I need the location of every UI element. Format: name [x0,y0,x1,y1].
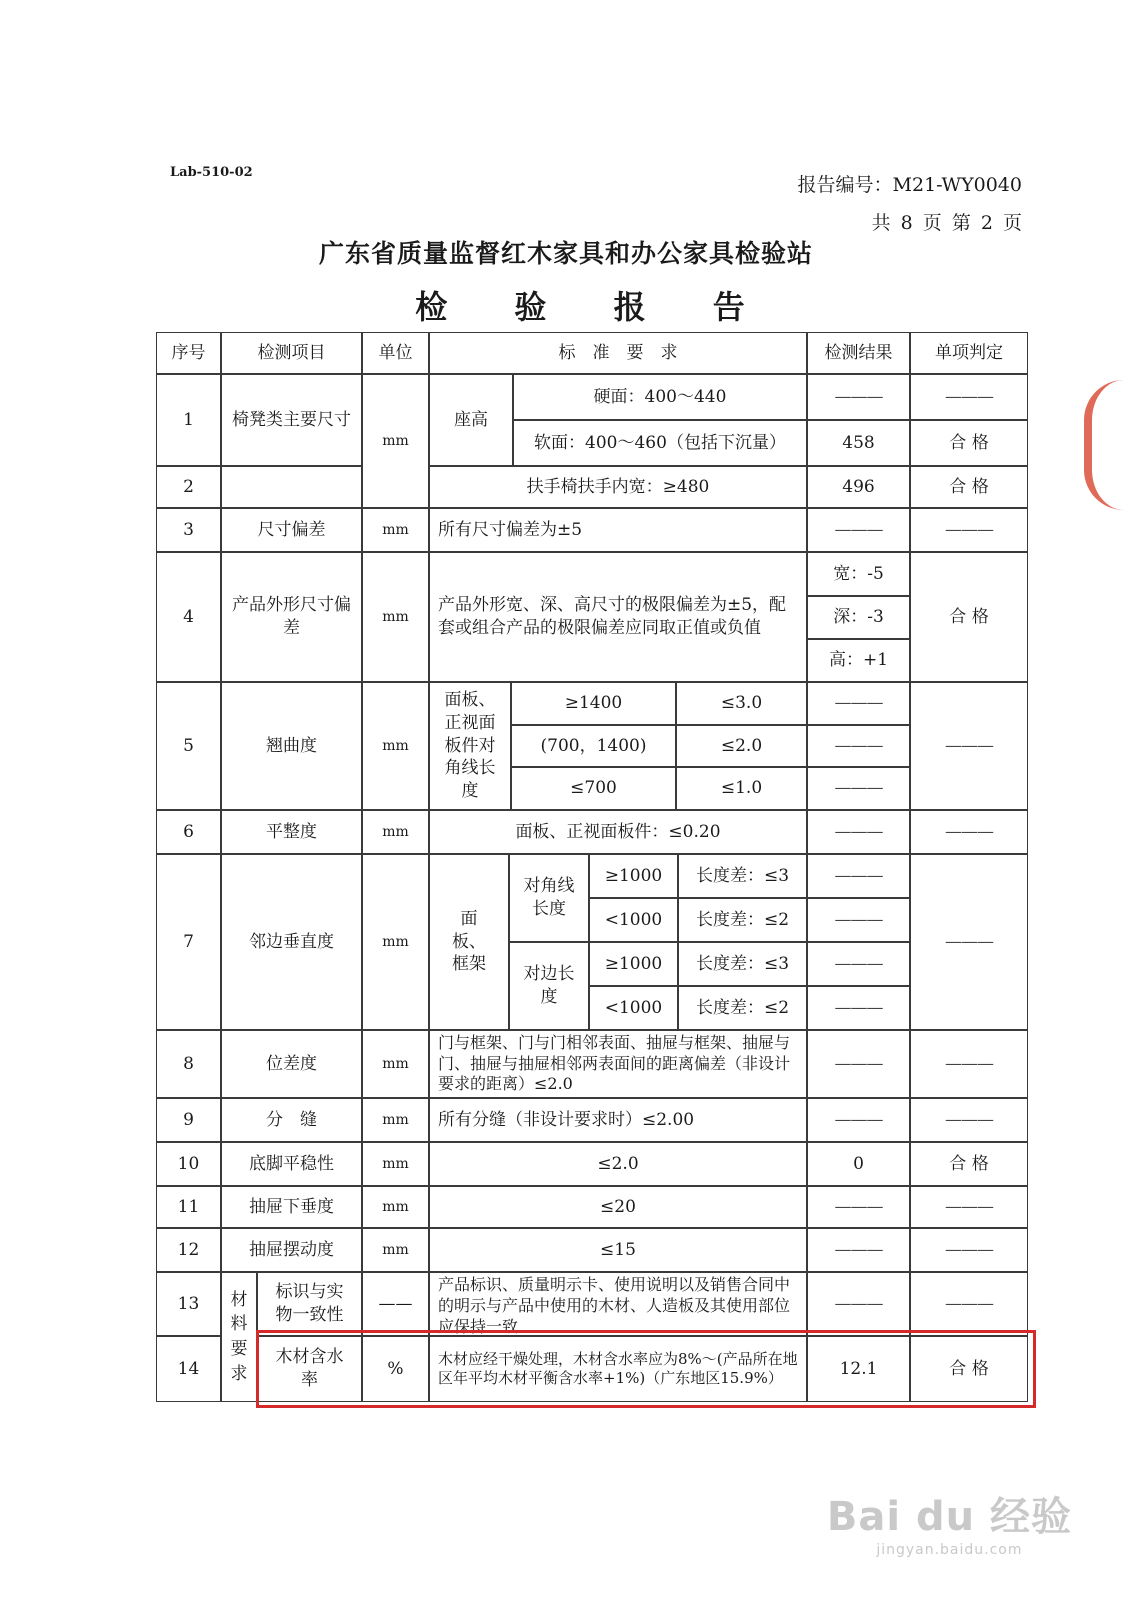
result-9: ——— [807,1098,910,1142]
header-seq: 序号 [156,332,221,374]
seat-height: 座高 [429,374,513,466]
result-8: ——— [807,1030,910,1098]
standard-12: ≤15 [429,1228,807,1272]
watermark-logo: Bai du 经验 jingyan.baidu.com [826,1494,1072,1558]
seq-11: 11 [156,1186,221,1228]
hard-seat: 硬面：400～440 [513,374,807,420]
result-7d: ——— [807,986,910,1030]
range-7d: <1000 [589,986,678,1030]
judgment-5: ——— [910,682,1028,810]
item-3: 尺寸偏差 [221,508,362,552]
seq-6: 6 [156,810,221,854]
unit-8: mm [362,1030,429,1098]
judgment-6: ——— [910,810,1028,854]
header-unit: 单位 [362,332,429,374]
range-5a: ≥1400 [511,682,676,725]
stamp-seal [1084,380,1132,510]
unit-7: mm [362,854,429,1030]
sub-7: 面板、框架 [429,854,509,1030]
result-5a: ——— [807,682,910,725]
limit-5c: ≤1.0 [676,767,807,810]
item-12: 抽屉摆动度 [221,1228,362,1272]
item-11: 抽屉下垂度 [221,1186,362,1228]
judgment-3: ——— [910,508,1028,552]
result-7b: ——— [807,898,910,942]
item-2 [221,466,362,508]
standard-6: 面板、正视面板件：≤0.20 [429,810,807,854]
item-7: 邻边垂直度 [221,854,362,1030]
organization-title: 广东省质量监督红木家具和办公家具检验站 [318,239,813,268]
side-label: 对边长度 [509,942,589,1030]
result-11: ——— [807,1186,910,1228]
header-judgment: 单项判定 [910,332,1028,374]
item-14: 木材含水率 [257,1336,362,1402]
header-result: 检测结果 [807,332,910,374]
header-item: 检测项目 [221,332,362,374]
diag-label: 对角线长度 [509,854,589,942]
limit-7d: 长度差：≤2 [678,986,807,1030]
result-12: ——— [807,1228,910,1272]
standard-3: 所有尺寸偏差为±5 [429,508,807,552]
range-7b: <1000 [589,898,678,942]
result-1: 458 [807,420,910,466]
result-14: 12.1 [807,1336,910,1402]
range-7c: ≥1000 [589,942,678,986]
judgment-2: 合 格 [910,466,1028,508]
unit-6: mm [362,810,429,854]
judgment-1: 合 格 [910,420,1028,466]
item-4: 产品外形尺寸偏差 [221,552,362,682]
result-4-depth: 深：-3 [807,596,910,639]
standard-13: 产品标识、质量明示卡、使用说明以及销售合同中的明示与产品中使用的木材、人造板及其使用部位应保持一致 [429,1272,807,1336]
judgment-12: ——— [910,1228,1028,1272]
unit-3: mm [362,508,429,552]
seq-3: 3 [156,508,221,552]
item-8: 位差度 [221,1030,362,1098]
unit-9: mm [362,1098,429,1142]
result-5b: ——— [807,725,910,767]
seq-4: 4 [156,552,221,682]
standard-4: 产品外形宽、深、高尺寸的极限偏差为±5，配套或组合产品的极限偏差应同取正值或负值 [429,552,807,682]
standard-2: 扶手椅扶手内宽：≥480 [429,466,807,508]
result-5c: ——— [807,767,910,810]
seq-8: 8 [156,1030,221,1098]
seq-2: 2 [156,466,221,508]
judgment-11: ——— [910,1186,1028,1228]
limit-5b: ≤2.0 [676,725,807,767]
unit-11: mm [362,1186,429,1228]
report-title: 检 验 报 告 [415,288,773,326]
unit-14: % [362,1336,429,1402]
limit-7c: 长度差：≤3 [678,942,807,986]
judgment-10: 合 格 [910,1142,1028,1186]
result-7c: ——— [807,942,910,986]
judgment-13: ——— [910,1272,1028,1336]
result-6: ——— [807,810,910,854]
result-7a: ——— [807,854,910,898]
seq-12: 12 [156,1228,221,1272]
standard-8: 门与框架、门与门相邻表面、抽屉与框架、抽屉与门、抽屉与抽屉相邻两表面间的距离偏差（非设计要求的距离）≤2.0 [429,1030,807,1098]
judgment-7: ——— [910,854,1028,1030]
unit-1: mm [362,374,429,508]
result-10: 0 [807,1142,910,1186]
form-code: Lab-510-02 [170,165,253,180]
seq-10: 10 [156,1142,221,1186]
item-10: 底脚平稳性 [221,1142,362,1186]
header-standard: 标 准 要 求 [429,332,807,374]
judgment-8: ——— [910,1030,1028,1098]
limit-7a: 长度差：≤3 [678,854,807,898]
standard-14: 木材应经干燥处理，木材含水率应为8%～(产品所在地区年平均木材平衡含水率+1%)（广东地区15.9%） [429,1336,807,1402]
judgment-4: 合 格 [910,552,1028,682]
unit-10: mm [362,1142,429,1186]
unit-12: mm [362,1228,429,1272]
soft-seat: 软面：400～460（包括下沉量） [513,420,807,466]
seq-14: 14 [156,1336,221,1402]
result-1a: ——— [807,374,910,420]
result-4-height: 高：+1 [807,639,910,682]
standard-11: ≤20 [429,1186,807,1228]
range-5b: (700，1400) [511,725,676,767]
page-info: 共 8 页 第 2 页 [871,212,1022,234]
range-5c: ≤700 [511,767,676,810]
result-4-width: 宽：-5 [807,552,910,596]
result-13: ——— [807,1272,910,1336]
report-number: 报告编号：M21-WY0040 [797,174,1022,196]
result-3: ——— [807,508,910,552]
limit-5a: ≤3.0 [676,682,807,725]
sub-5: 面板、正视面板件对角线长度 [429,682,511,810]
item-13: 标识与实物一致性 [257,1272,362,1336]
standard-9: 所有分缝（非设计要求时）≤2.00 [429,1098,807,1142]
seq-13: 13 [156,1272,221,1336]
unit-5: mm [362,682,429,810]
material-group: 材料要求 [221,1272,257,1402]
item-6: 平整度 [221,810,362,854]
result-2: 496 [807,466,910,508]
seq-1: 1 [156,374,221,466]
seq-9: 9 [156,1098,221,1142]
seq-7: 7 [156,854,221,1030]
seq-5: 5 [156,682,221,810]
standard-10: ≤2.0 [429,1142,807,1186]
judgment-1a: ——— [910,374,1028,420]
judgment-9: ——— [910,1098,1028,1142]
judgment-14: 合 格 [910,1336,1028,1402]
item-9: 分 缝 [221,1098,362,1142]
item-1: 椅凳类主要尺寸 [221,374,362,466]
limit-7b: 长度差：≤2 [678,898,807,942]
unit-4: mm [362,552,429,682]
item-5: 翘曲度 [221,682,362,810]
unit-13: —— [362,1272,429,1336]
range-7a: ≥1000 [589,854,678,898]
